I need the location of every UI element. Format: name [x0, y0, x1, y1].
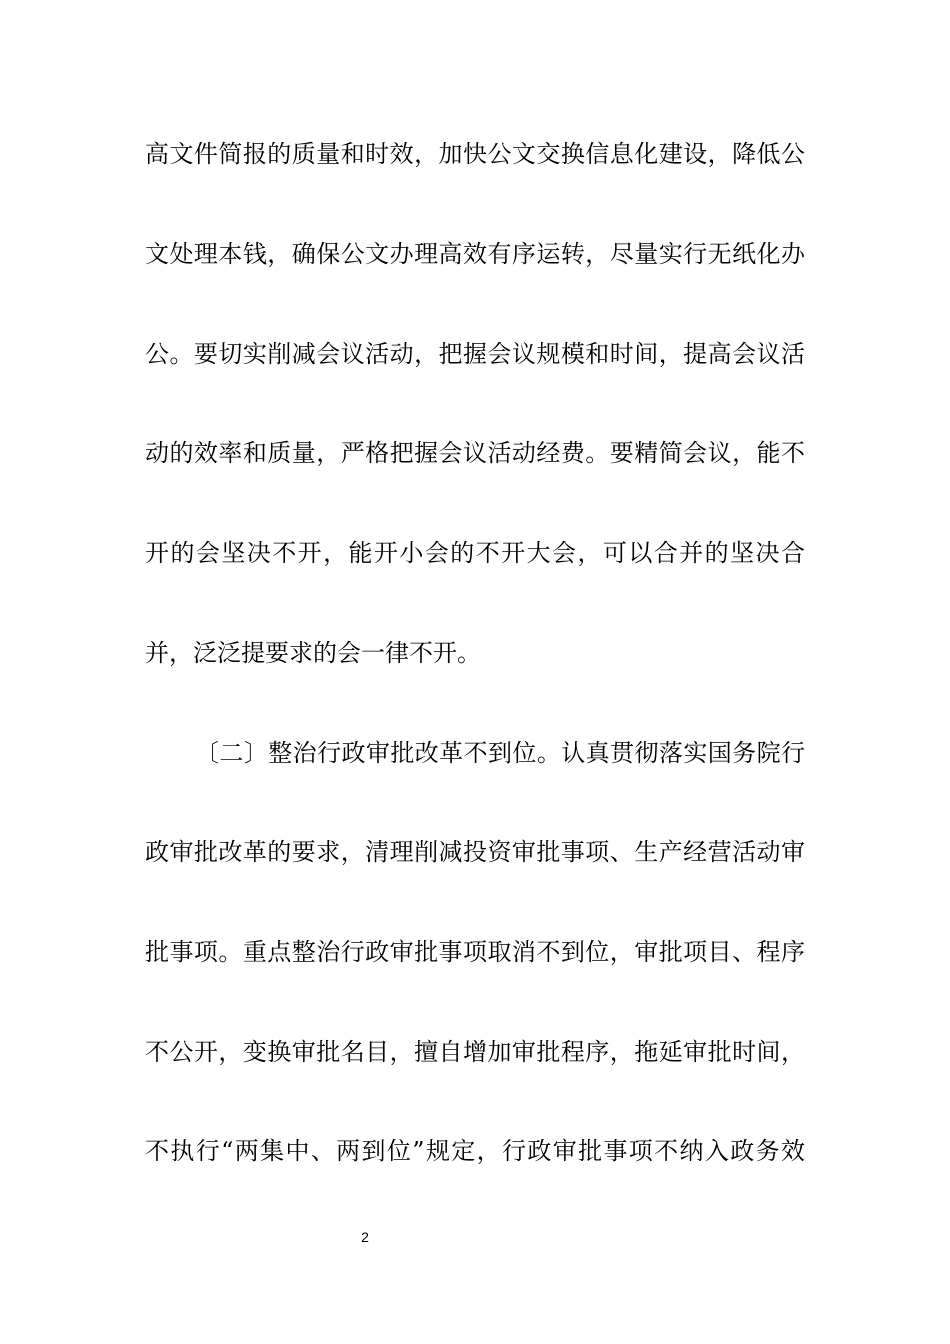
page-number: 2	[361, 1229, 369, 1245]
text-line-6: 并，泛泛提要求的会一律不开。	[145, 639, 481, 667]
text-line-2: 文处理本钱，确保公文办理高效有序运转，尽量实行无纸化办	[145, 240, 805, 268]
text-line-4: 动的效率和质量，严格把握会议活动经费。要精简会议，能不	[145, 439, 805, 467]
text-line-3: 公。要切实削减会议活动，把握会议规模和时间，提高会议活	[145, 340, 805, 368]
text-line-1: 高文件简报的质量和时效，加快公文交换信息化建设，降低公	[145, 140, 805, 168]
text-line-5: 开的会坚决不开，能开小会的不开大会，可以合并的坚决合	[145, 539, 805, 567]
section-heading-line: 〔二〕整治行政审批改革不到位。认真贯彻落实国务院行	[195, 739, 805, 767]
text-line-10: 不公开，变换审批名目，擅自增加审批程序，拖延审批时间，	[145, 1038, 805, 1066]
text-line-11: 不执行“两集中、两到位”规定，行政审批事项不纳入政务效	[145, 1137, 805, 1165]
text-line-9: 批事项。重点整治行政审批事项取消不到位，审批项目、程序	[145, 938, 805, 966]
text-line-8: 政审批改革的要求，清理削减投资审批事项、生产经营活动审	[145, 838, 805, 866]
